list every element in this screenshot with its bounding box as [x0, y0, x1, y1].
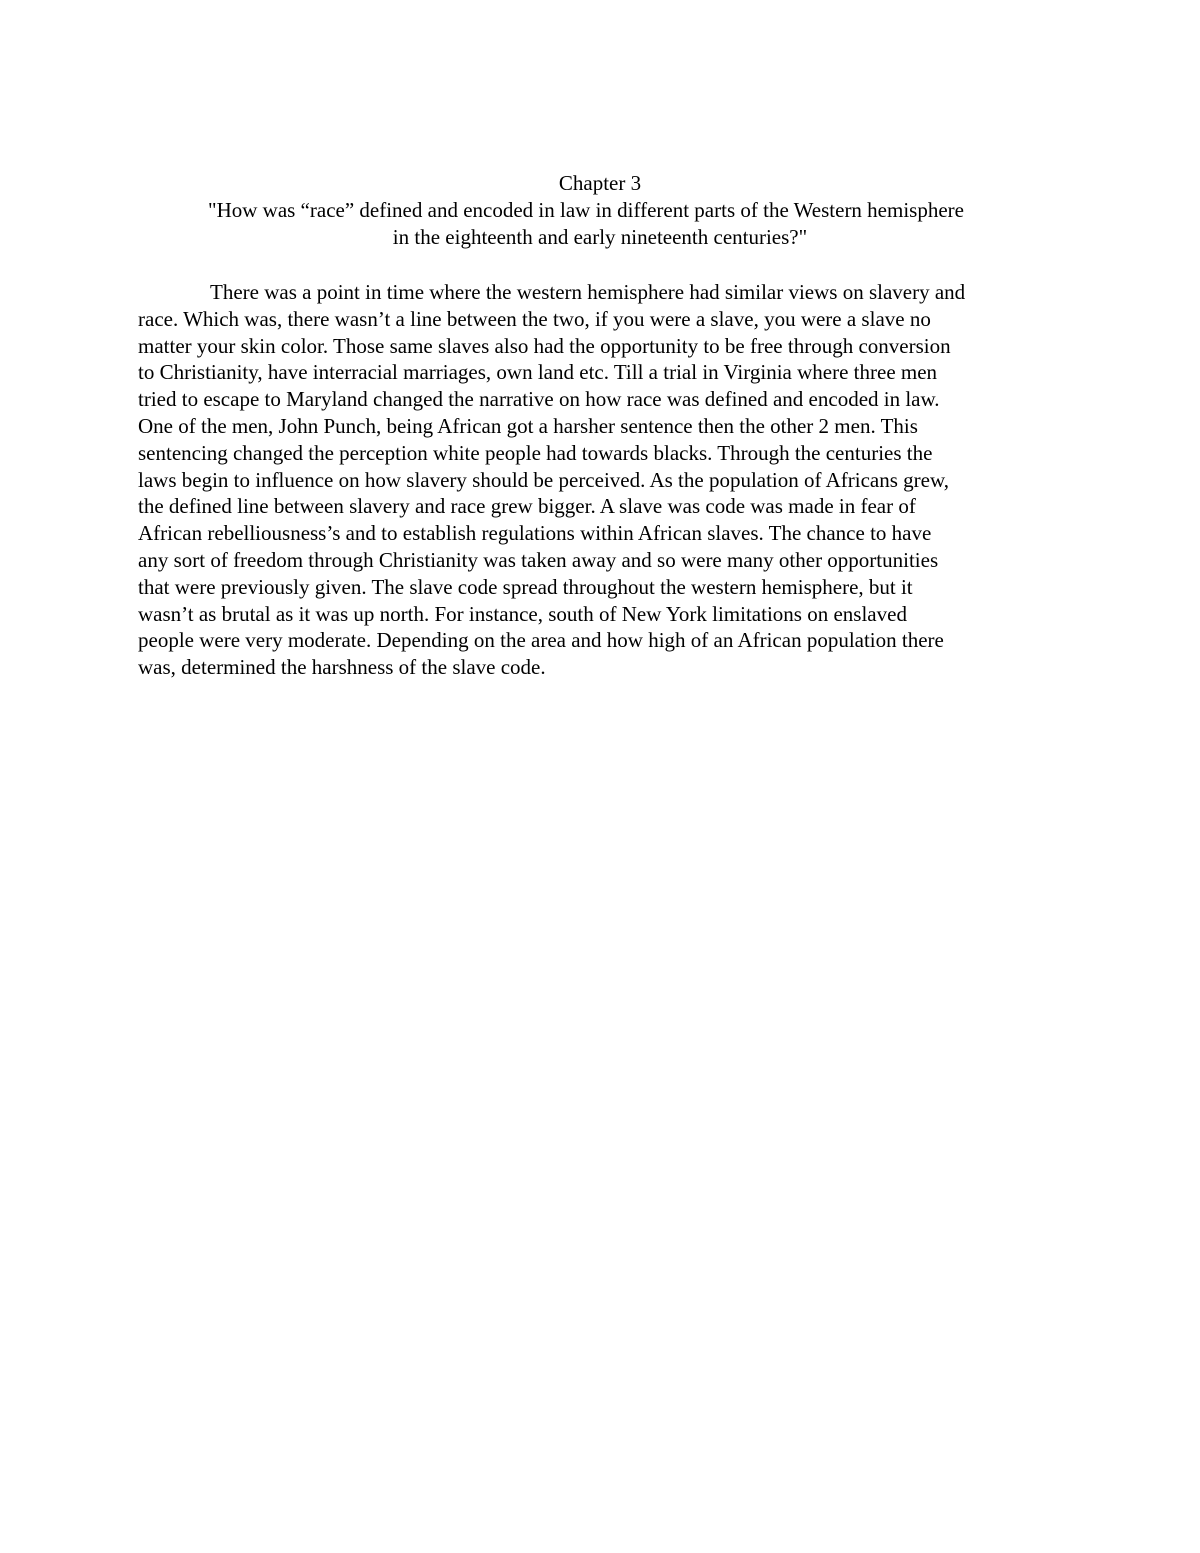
essay-body	[138, 279, 1078, 681]
body-line: that were previously given. The slave code spread throughout the western hemisphere, but it	[138, 574, 913, 599]
body-line: laws begin to influence on how slavery should be perceived. As the population of Africans grew,	[138, 467, 950, 492]
essay-question-line-1: "How was “race” defined and encoded in law in different parts of the Western hemisphere	[208, 198, 964, 222]
body-line: tried to escape to Maryland changed the narrative on how race was defined and encoded in law.	[138, 387, 940, 412]
body-line: One of the men, John Punch, being African got a harsher sentence then the other 2 men. This	[138, 413, 918, 438]
body-line: sentencing changed the perception white people had towards blacks. Through the centuries the	[138, 440, 933, 465]
body-line: African rebelliousness’s and to establish regulations within African slaves. The chance to have	[138, 521, 932, 546]
essay-question-line-2: in the eighteenth and early nineteenth centuries?"	[392, 225, 808, 249]
body-line: There was a point in time where the western hemisphere had similar views on slavery and	[210, 280, 966, 304]
body-line: matter your skin color. Those same slaves also had the opportunity to be free through conversion	[138, 333, 951, 358]
body-line: to Christianity, have interracial marriages, own land etc. Till a trial in Virginia where three men	[138, 360, 938, 385]
body-line: the defined line between slavery and race grew bigger. A slave was code was made in fear of	[138, 494, 916, 519]
chapter-title: Chapter 3	[558, 171, 642, 195]
body-line: was, determined the harshness of the slave code.	[138, 655, 546, 680]
body-line: wasn’t as brutal as it was up north. For instance, south of New York limitations on enslaved	[138, 601, 907, 626]
body-line: race. Which was, there wasn’t a line between the two, if you were a slave, you were a slave no	[138, 306, 931, 331]
body-line: any sort of freedom through Christianity was taken away and so were many other opportunities	[138, 547, 939, 572]
body-line: people were very moderate. Depending on the area and how high of an African population there	[138, 628, 944, 653]
